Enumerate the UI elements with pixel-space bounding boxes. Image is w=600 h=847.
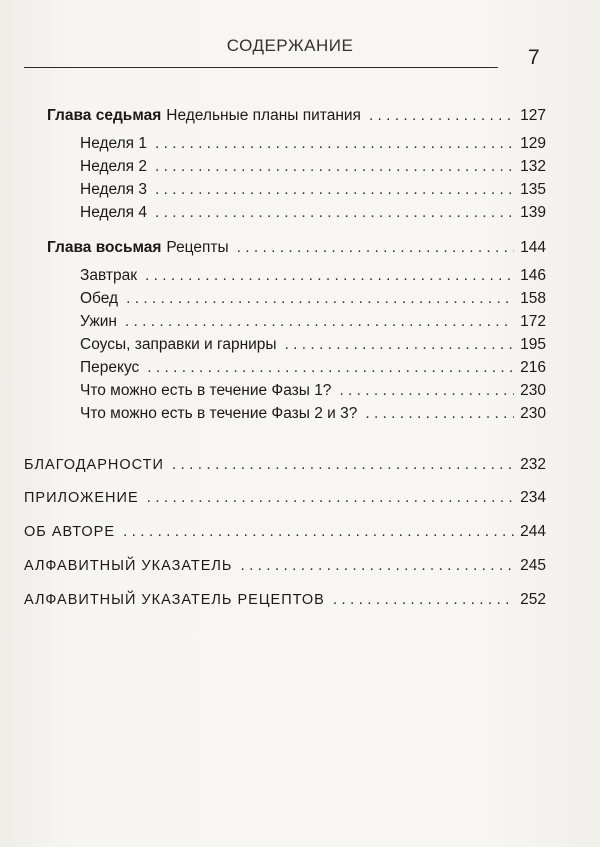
- toc-item-label: Завтрак: [80, 267, 137, 284]
- toc-item-page: 158: [520, 290, 546, 307]
- toc-item[interactable]: [80, 313, 546, 331]
- toc-item-label: Неделя 4: [80, 204, 147, 221]
- section-label: ОБ АВТОРЕ: [24, 524, 116, 540]
- toc-section-about-author[interactable]: [24, 523, 546, 541]
- dot-leader: [237, 239, 514, 257]
- toc-item-label: Соусы, заправки и гарниры: [80, 336, 277, 353]
- toc-item[interactable]: [80, 158, 546, 176]
- toc-item-page: 139: [520, 204, 546, 221]
- dot-leader: [145, 267, 514, 285]
- dot-leader: [155, 135, 514, 153]
- section-page: 244: [520, 523, 546, 540]
- page-header-title: СОДЕРЖАНИЕ: [226, 36, 354, 55]
- section-page: 232: [520, 456, 546, 473]
- toc-item-page: 135: [520, 181, 546, 198]
- toc-item-label: Неделя 2: [80, 158, 147, 175]
- header-rule: [24, 67, 498, 68]
- dot-leader: [365, 405, 514, 423]
- toc-item[interactable]: [80, 290, 546, 308]
- dot-leader: [333, 591, 514, 609]
- toc-item-label: Ужин: [80, 313, 117, 330]
- toc-item[interactable]: [80, 336, 546, 354]
- toc-section-acknowledgements[interactable]: [24, 456, 546, 474]
- toc-item[interactable]: [80, 405, 546, 423]
- toc-item-page: 230: [520, 405, 546, 422]
- dot-leader: [285, 336, 515, 354]
- dot-leader: [172, 456, 514, 474]
- chapter-7-page: 127: [520, 107, 546, 124]
- toc-item[interactable]: [80, 382, 546, 400]
- toc-item-page: 216: [520, 359, 546, 376]
- chapter-7-prefix: Глава седьмая: [47, 107, 162, 124]
- page-number: 7: [528, 46, 540, 69]
- dot-leader: [147, 359, 514, 377]
- dot-leader: [369, 107, 514, 125]
- dot-leader: [123, 523, 514, 541]
- section-label: АЛФАВИТНЫЙ УКАЗАТЕЛЬ РЕЦЕПТОВ: [24, 592, 325, 608]
- toc-item-label: Обед: [80, 290, 119, 307]
- dot-leader: [125, 313, 514, 331]
- toc-item[interactable]: [80, 359, 546, 377]
- chapter-7-title: Недельные планы питания: [166, 107, 361, 124]
- toc-item[interactable]: [80, 204, 546, 222]
- toc-item-page: 132: [520, 158, 546, 175]
- section-page: 234: [520, 489, 546, 506]
- toc-item[interactable]: [80, 135, 546, 153]
- section-label: БЛАГОДАРНОСТИ: [24, 457, 164, 473]
- toc-section-recipe-index[interactable]: [24, 591, 546, 609]
- chapter-8-prefix: Глава восьмая: [47, 239, 162, 256]
- dot-leader: [240, 557, 514, 575]
- dot-leader: [155, 158, 514, 176]
- toc-item[interactable]: [80, 267, 546, 285]
- toc-item-label: Перекус: [80, 359, 140, 376]
- toc-section-appendix[interactable]: [24, 489, 546, 507]
- toc-chapter-7[interactable]: [47, 107, 546, 125]
- section-label: АЛФАВИТНЫЙ УКАЗАТЕЛЬ: [24, 558, 233, 574]
- dot-leader: [155, 204, 514, 222]
- chapter-8-title: Рецепты: [166, 239, 229, 256]
- section-page: 252: [520, 591, 546, 608]
- chapter-8-page: 144: [520, 239, 546, 256]
- toc-item-page: 230: [520, 382, 546, 399]
- toc-item-page: 172: [520, 313, 546, 330]
- dot-leader: [155, 181, 514, 199]
- toc-chapter-8[interactable]: [47, 239, 546, 257]
- toc-item[interactable]: [80, 181, 546, 199]
- toc-item-page: 129: [520, 135, 546, 152]
- toc-item-label: Неделя 3: [80, 181, 147, 198]
- dot-leader: [147, 489, 515, 507]
- toc-item-page: 195: [520, 336, 546, 353]
- dot-leader: [339, 382, 514, 400]
- toc-item-label: Неделя 1: [80, 135, 147, 152]
- toc-item-label: Что можно есть в течение Фазы 2 и 3?: [80, 405, 358, 422]
- toc-section-index[interactable]: [24, 557, 546, 575]
- section-page: 245: [520, 557, 546, 574]
- toc-item-page: 146: [520, 267, 546, 284]
- toc-item-label: Что можно есть в течение Фазы 1?: [80, 382, 332, 399]
- dot-leader: [126, 290, 514, 308]
- section-label: ПРИЛОЖЕНИЕ: [24, 490, 139, 506]
